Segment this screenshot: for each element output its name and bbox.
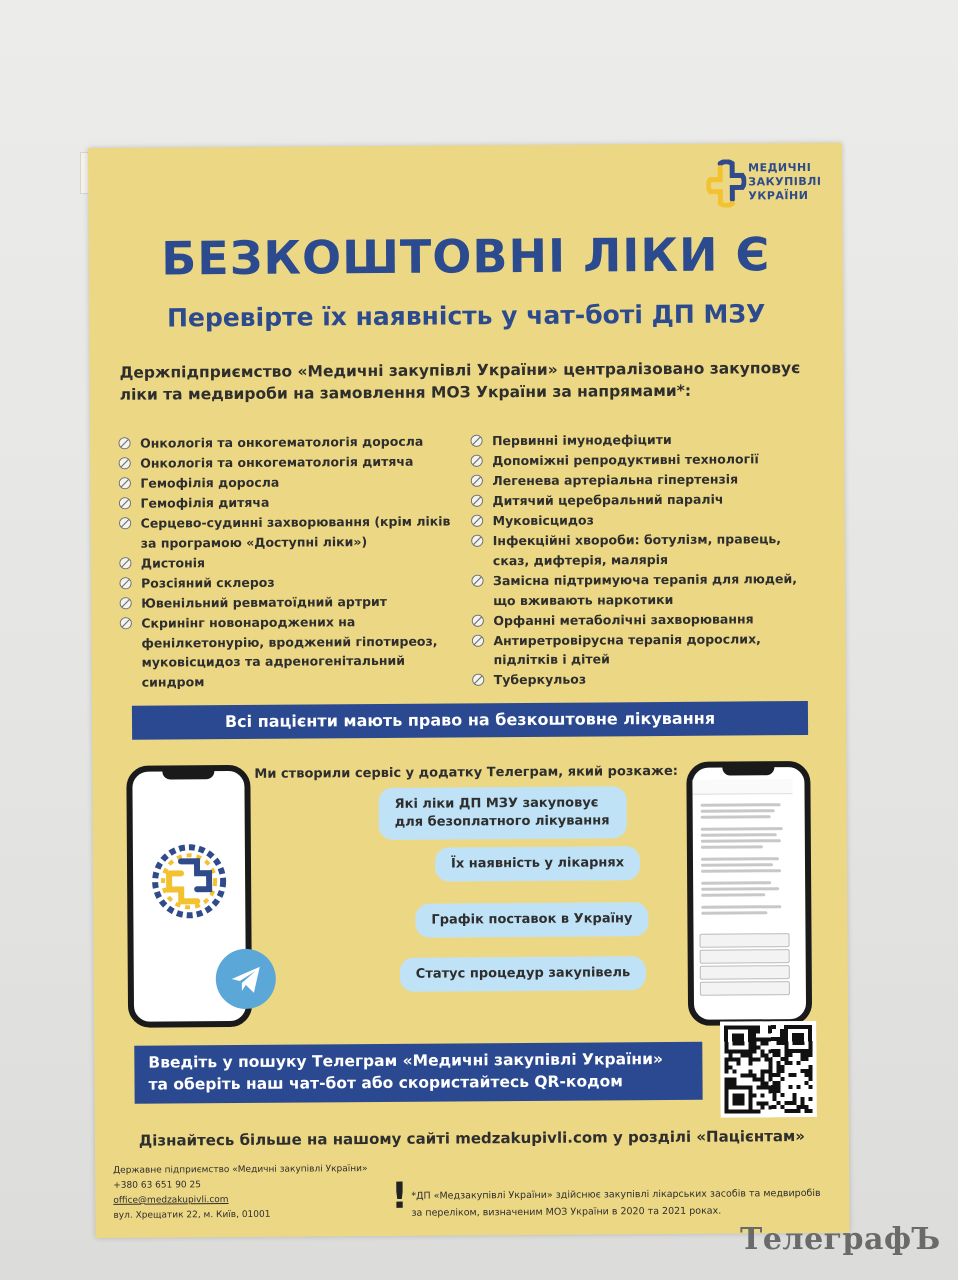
contact-email: office@medzakupivli.com (113, 1195, 229, 1206)
pill-icon (119, 597, 132, 610)
direction-label: Онкологія та онкогематологія дитяча (140, 453, 414, 471)
direction-item (118, 492, 458, 514)
direction-item (471, 569, 821, 610)
pill-icon (470, 454, 483, 467)
poster (88, 143, 850, 1238)
bubble-procurement-status: Статус процедур закупівель (400, 956, 647, 992)
chat-line (701, 857, 779, 861)
contact-phone: +380 63 651 90 25 (113, 1180, 201, 1191)
direction-item (119, 551, 459, 573)
direction-item (119, 571, 459, 593)
pill-icon (470, 474, 483, 487)
telegram-search-instructions (134, 1042, 702, 1104)
pill-icon (471, 614, 484, 627)
exclamation-mark: ! (391, 1175, 408, 1217)
pill-icon (471, 634, 484, 647)
qr-code-pattern (720, 1021, 817, 1118)
chat-line (701, 881, 771, 884)
logo (706, 159, 826, 210)
chat-line (701, 911, 767, 914)
chat-button[interactable] (700, 965, 790, 980)
direction-item (470, 449, 820, 471)
logo-line-3: УКРАЇНИ (748, 188, 809, 203)
direction-item (118, 431, 458, 453)
qr-code-icon[interactable] (720, 1021, 817, 1118)
direction-label: Муковісцидоз (492, 512, 594, 529)
direction-label: Скринінг новонароджених на фенілкетонурію, вроджений гіпотиреоз, муковісцидоз та адреногенітальний синдром (141, 614, 438, 690)
pill-icon (119, 557, 132, 570)
poster-subtitle: Перевірте їх наявність у чат-боті ДП МЗУ (166, 299, 766, 333)
direction-label: Онкологія та онкогематологія доросла (140, 433, 424, 451)
phone-notch (162, 769, 214, 779)
chat-line (701, 803, 781, 807)
direction-item (472, 668, 822, 690)
telegram-badge (216, 949, 276, 1009)
direction-item (471, 529, 821, 570)
directions-list-right (470, 429, 822, 691)
direction-item (118, 452, 458, 474)
chat-line (701, 887, 779, 891)
direction-label: Інфекційні хвороби: ботулізм, правець, сказ, дифтерія, малярія (492, 531, 782, 569)
search-line-1: Введіть у пошуку Телеграм «Медичні закупівлі України» (148, 1050, 663, 1072)
poster-title: БЕЗКОШТОВНІ ЛІКИ Є (161, 227, 771, 286)
pill-icon (472, 674, 485, 687)
medical-icons-circle-icon (139, 831, 240, 932)
chat-line (701, 845, 763, 848)
phone-right-chat (686, 761, 812, 1026)
direction-label: Дитячий церебральний параліч (492, 491, 724, 509)
phone-left (126, 765, 252, 1028)
intro-text: Держпідприємство «Медичні закупівлі України» централізовано закуповує ліки та медвироби на замовлення МОЗ України за напрямами*: (119, 359, 801, 404)
pill-icon (118, 477, 131, 490)
direction-label: Допоміжні репродуктивні технології (492, 451, 759, 469)
pill-icon (118, 457, 131, 470)
direction-item (118, 472, 458, 494)
chat-header (692, 779, 792, 795)
chat-button[interactable] (700, 949, 790, 964)
direction-label: Серцево-судинні захворювання (крім ліків за програмою «Доступні ліки») (140, 513, 451, 551)
direction-label: Туберкульоз (493, 671, 587, 688)
search-line-2: та оберіть наш чат-бот або скористайтесь QR-кодом (148, 1072, 623, 1094)
bubble-availability: Їх наявність у лікарнях (435, 846, 640, 881)
website-text: Дізнайтесь більше на нашому сайті medzakupivli.com у розділі «Пацієнтам» (138, 1127, 806, 1150)
chat-line (701, 809, 775, 813)
telegram-plane-icon (216, 949, 276, 1009)
medical-cross-logo-icon (706, 159, 746, 207)
pill-icon (471, 515, 484, 528)
direction-item (471, 609, 821, 631)
pill-icon (471, 535, 484, 548)
pill-icon (119, 517, 132, 530)
contact-org: Державне підприємство «Медичні закупівлі України» (113, 1164, 368, 1176)
pill-icon (118, 497, 131, 510)
chat-line (701, 839, 781, 843)
chat-line (701, 869, 781, 873)
contacts-block (113, 1162, 368, 1224)
direction-label: Гемофілія дитяча (140, 495, 270, 511)
direction-item (470, 489, 820, 511)
pill-icon (470, 434, 483, 447)
pill-icon (119, 577, 132, 590)
direction-item (471, 509, 821, 531)
chat-line (701, 893, 765, 896)
logo-line-2: ЗАКУПІВЛІ (748, 174, 822, 189)
direction-label: Замісна підтримуюча терапія для людей, що вживають наркотики (492, 571, 798, 608)
direction-item (470, 429, 820, 451)
directions-list-left (118, 431, 460, 692)
direction-label: Антиретровірусна терапія дорослих, підлітків і дітей (493, 631, 761, 668)
chat-line (701, 863, 773, 867)
bubble-medicines: Які ліки ДП МЗУ закуповує для безоплатного лікування (378, 786, 626, 840)
chat-line (701, 833, 777, 837)
direction-item (470, 469, 820, 491)
pill-icon (470, 495, 483, 508)
chat-line (701, 815, 771, 818)
direction-label: Первинні імунодефіцити (492, 431, 672, 449)
rights-banner: Всі пацієнти мають право на безкоштовне лікування (132, 701, 808, 740)
direction-label: Легенева артеріальна гіпертензія (492, 471, 739, 489)
direction-item (119, 592, 459, 614)
chat-button[interactable] (700, 933, 790, 948)
bubble-schedule: Графік поставок в Україну (415, 902, 648, 938)
direction-label: Гемофілія доросла (140, 474, 280, 491)
direction-label: Дистонія (140, 555, 206, 571)
direction-item (471, 629, 821, 670)
direction-label: Розсіяний склероз (140, 574, 275, 591)
logo-line-1: МЕДИЧНІ (748, 160, 812, 175)
pill-icon (471, 574, 484, 587)
footnote: *ДП «Медзакупівлі України» здійснює закупівлі лікарських засобів та медвиробів за переліком, визначеним МОЗ України в 2020 та 2021 роках. (411, 1187, 821, 1219)
pill-icon (119, 617, 132, 630)
logo-text (748, 161, 822, 204)
service-title: Ми створили сервіс у додатку Телеграм, який розкаже: (254, 763, 679, 782)
watermark: ТелеграфЪ (740, 1222, 941, 1257)
chat-button[interactable] (700, 981, 790, 996)
contact-address: вул. Хрещатик 22, м. Київ, 01001 (113, 1209, 271, 1221)
direction-label: Ювенільний ревматоїдний артрит (141, 594, 388, 611)
chat-line (701, 905, 781, 909)
direction-item (119, 512, 459, 553)
pill-icon (118, 437, 131, 450)
direction-item (119, 612, 460, 692)
chat-line (701, 827, 783, 831)
direction-label: Орфанні метаболічні захворювання (493, 611, 754, 628)
phone-notch (722, 765, 774, 775)
